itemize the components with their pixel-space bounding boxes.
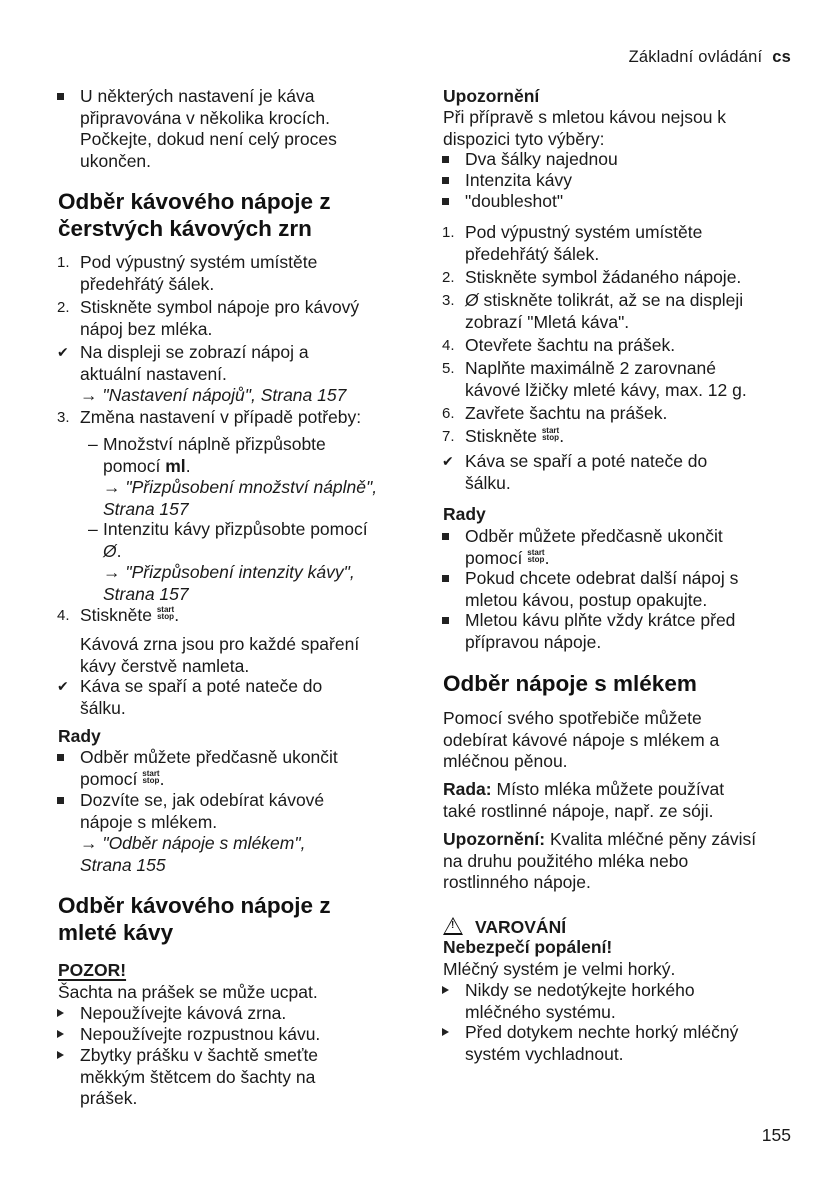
check-icon: ✔ (57, 344, 69, 360)
section-heading-ground: Odběr kávového nápoje z mleté kávy (58, 893, 331, 945)
arrow-right-icon (57, 1009, 64, 1017)
note-paragraph: Upozornění: Kvalita mléčné pěny závisí na druhu použitého mléka nebo rostlinného nápoje. (443, 829, 757, 892)
tip-paragraph: Rada: Místo mléka můžete používat také rostlinné nápoje, např. ze sóji. (443, 779, 725, 821)
warning-label: ! VAROVÁNÍ (443, 915, 793, 939)
caution-label: POZOR! (58, 960, 127, 980)
warning-title: Nebezpečí popálení! (443, 937, 613, 957)
ground-coffee-icon: Ø (465, 290, 479, 310)
section-title: Základní ovládání (628, 48, 763, 66)
arrow-right-icon (57, 1030, 64, 1038)
note-text: Při přípravě s mletou kávou nejsou k dispozici tyto výběry: (443, 107, 727, 149)
caution-text: Šachta na prášek se může ucpat. (58, 982, 318, 1002)
bullet-icon (442, 575, 449, 582)
arrow-right-icon (442, 986, 449, 994)
bullet-icon (442, 156, 449, 163)
section-heading-milk: Odběr nápoje s mlékem (443, 671, 697, 696)
page-number: 155 (761, 1125, 791, 1145)
bullet-icon (442, 533, 449, 540)
start-stop-icon: start stop (527, 547, 545, 564)
page-header (629, 47, 791, 69)
ground-coffee-icon: Ø (103, 540, 117, 561)
bullet-icon (442, 617, 449, 624)
check-icon: ✔ (57, 678, 69, 694)
bullet-icon (442, 198, 449, 205)
tips-heading: Rady (58, 726, 101, 746)
paragraph: Pomocí svého spotřebiče můžete odebírat kávové nápoje s mlékem a mléčnou pěnou. (443, 708, 720, 771)
arrow-right-icon (442, 1028, 449, 1036)
warning-icon: ! (443, 917, 463, 935)
start-stop-icon: start stop (142, 768, 160, 785)
note-heading: Upozornění (443, 86, 540, 106)
check-icon: ✔ (442, 453, 454, 469)
tips-heading: Rady (443, 504, 486, 524)
start-stop-icon: start stop (541, 426, 560, 442)
arrow-right-icon (57, 1051, 64, 1059)
bullet-icon (57, 797, 64, 804)
warning-text: Mléčný systém je velmi horký. (443, 959, 676, 979)
language-code: cs (772, 48, 791, 66)
bullet-icon (57, 93, 64, 100)
section-heading-beans: Odběr kávového nápoje z čerstvých kávových zrn (58, 189, 331, 241)
cross-reference: → "Nastavení nápojů", Strana 157 (80, 385, 347, 405)
start-stop-icon: start stop (156, 605, 175, 621)
bullet-icon (57, 754, 64, 761)
bullet-icon (442, 177, 449, 184)
